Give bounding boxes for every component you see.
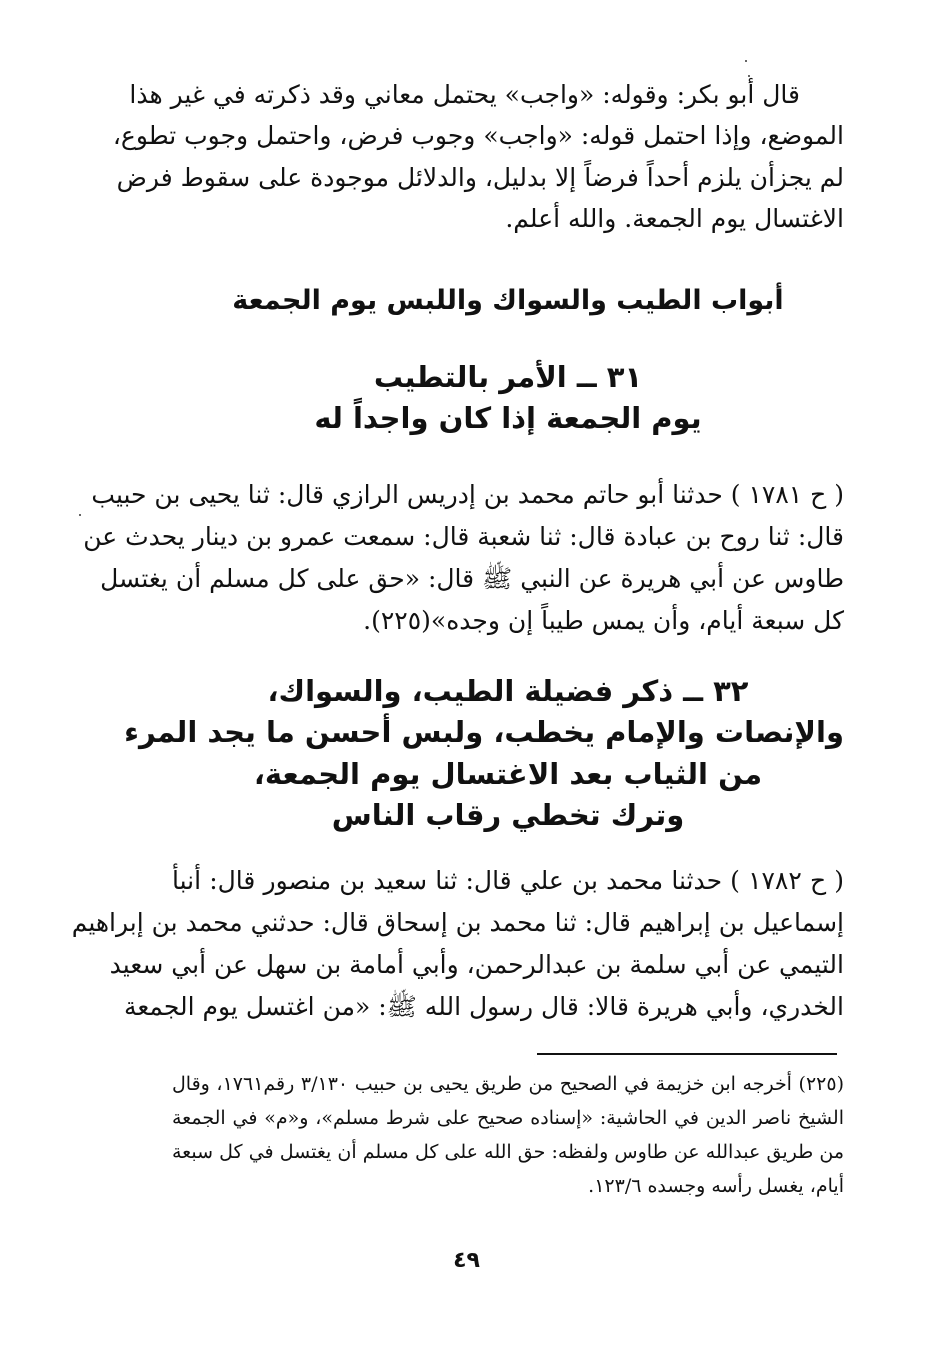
chapter-32-title-line: ٣٢ ــ ذكر فضيلة الطيب، والسواك، <box>267 674 749 708</box>
scan-speck <box>745 60 747 62</box>
hadith-line: كل سبعة أيام، وأن يمس طيباً إن وجده»(٢٢٥). <box>363 606 844 635</box>
footnote-line: الشيخ ناصر الدين في الحاشية: «إسناده صحيح على شرط مسلم»، و«م» في الجمعة <box>172 1107 844 1129</box>
hadith-line: ( ح ١٧٨١ ) حدثنا أبو حاتم محمد بن إدريس الرازي قال: ثنا يحيى بن حبيب <box>91 480 844 509</box>
footnote-line: (٢٢٥) أخرجه ابن خزيمة في الصحيح من طريق يحيى بن حبيب ٣/١٣٠ رقم١٧٦١، وقال <box>172 1073 845 1095</box>
intro-line: قال أبو بكر: وقوله: «واجب» يحتمل معاني وقد ذكرته في غير هذا <box>129 80 800 109</box>
intro-paragraph <box>112 80 844 242</box>
chapter-32-title-line: والإنصات والإمام يخطب، ولبس أحسن ما يجد المرء <box>124 715 844 749</box>
scan-speck <box>748 75 750 77</box>
footnote-separator <box>537 1053 837 1055</box>
hadith-line: الخدري، وأبي هريرة قالا: قال رسول الله ﷺ: «من اغتسل يوم الجمعة <box>123 992 844 1021</box>
footnote-line: أيام، يغسل رأسه وجسده ١٢٣/٦. <box>588 1175 844 1197</box>
chapter-32-title-line: وترك تخطي رقاب الناس <box>331 798 685 832</box>
intro-line: لم يجزأن يلزم أحداً فرضاً إلا بدليل، والدلائل موجودة على سقوط فرض <box>116 163 844 192</box>
footnote-225 <box>172 1075 844 1205</box>
chapter-31-title-line: يوم الجمعة إذا كان واجداً له <box>314 401 702 435</box>
section-title: أبواب الطيب والسواك واللبس يوم الجمعة <box>232 285 784 316</box>
hadith-line: طاوس عن أبي هريرة عن النبي ﷺ قال: «حق على كل مسلم أن يغتسل <box>100 564 844 593</box>
hadith-1781 <box>83 480 844 642</box>
intro-line: الموضع، وإذا احتمل قوله: «واجب» وجوب فرض، واحتمل وجوب تطوع، <box>112 121 844 150</box>
hadith-line: التيمي عن أبي سلمة بن عبدالرحمن، وأبي أمامة بن سهل عن أبي سعيد <box>109 950 844 979</box>
hadith-1782 <box>71 866 844 1028</box>
chapter-32-title-line: من الثياب بعد الاغتسال يوم الجمعة، <box>253 757 763 791</box>
chapter-31-title-line: ٣١ ــ الأمر بالتطيب <box>373 360 643 394</box>
page-number: ٤٩ <box>453 1248 480 1273</box>
hadith-line: إسماعيل بن إبراهيم قال: ثنا محمد بن إسحاق قال: حدثني محمد بن إبراهيم <box>71 908 844 937</box>
intro-line: الاغتسال يوم الجمعة. والله أعلم. <box>505 204 844 233</box>
footnote-line: من طريق عبدالله عن طاوس ولفظه: حق الله على كل مسلم أن يغتسل في كل سبعة <box>172 1141 844 1163</box>
hadith-line: ( ح ١٧٨٢ ) حدثنا محمد بن علي قال: ثنا سعيد بن منصور قال: أنبأ <box>172 866 844 895</box>
scan-speck <box>79 514 81 516</box>
hadith-line: قال: ثنا روح بن عبادة قال: ثنا شعبة قال: سمعت عمرو بن دينار يحدث عن <box>83 522 844 551</box>
